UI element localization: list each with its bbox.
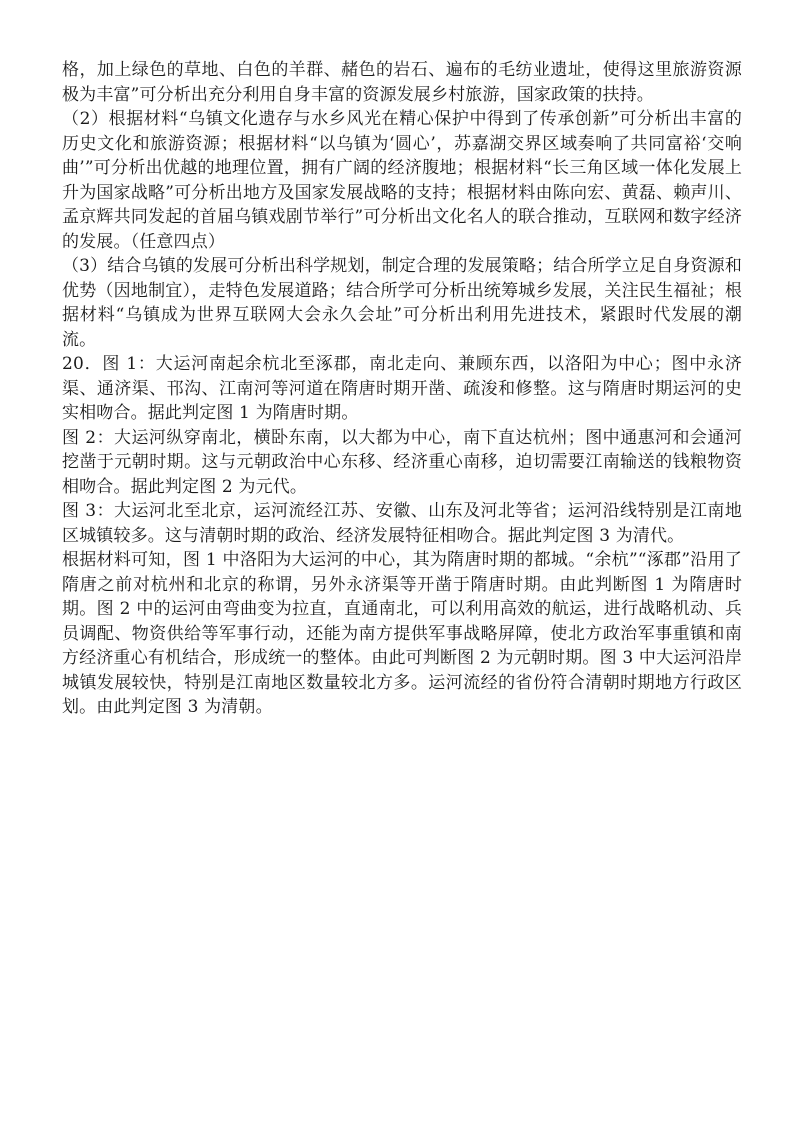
paragraph-figure-3: 图 3：大运河北至北京，运河流经江苏、安徽、山东及河北等省；运河沿线特别是江南地区城镇较多。这与清朝时期的政治、经济发展特征相吻合。据此判定图 3 为清代。 bbox=[62, 501, 742, 546]
paragraph-answer-3: （3）结合乌镇的发展可分析出科学规划，制定合理的发展策略；结合所学立足自身资源和优势（因地制宜），走特色发展道路；结合所学可分析出统筹城乡发展，关注民生福祉；根据材料“乌镇成为世界互联网大会永久会址”可分析出利用先进技术，紧跟时代发展的潮流。 bbox=[62, 256, 742, 350]
paragraph-answer-2: （2）根据材料“乌镇文化遗存与水乡风光在精心保护中得到了传承创新”可分析出丰富的历史文化和旅游资源；根据材料“以乌镇为‘圆心’，苏嘉湖交界区域奏响了共同富裕‘交响曲’”可分析出优越的地理位置，拥有广阔的经济腹地；根据材料“长三角区域一体化发展上升为国家战略”可分析出地方及国家发展战略的支持；根据材料由陈向宏、黄磊、赖声川、孟京辉共同发起的首届乌镇戏剧节举行”可分析出文化名人的联合推动，互联网和数字经济的发展。（任意四点） bbox=[62, 109, 742, 252]
paragraph-question-20-figure-1: 20．图 1：大运河南起余杭北至涿郡，南北走向、兼顾东西，以洛阳为中心；图中永济渠、通济渠、邗沟、江南河等河道在隋唐时期开凿、疏浚和修整。这与隋唐时期运河的史实相吻合。据此判定图 1 为隋唐时期。 bbox=[62, 354, 742, 423]
paragraph-analysis: 根据材料可知，图 1 中洛阳为大运河的中心，其为隋唐时期的都城。“余杭”“涿郡”沿用了隋唐之前对杭州和北京的称谓，另外永济渠等开凿于隋唐时期。由此判断图 1 为隋唐时期。图 2 中的运河由弯曲变为拉直，直通南北，可以利用高效的航运，进行战略机动、兵员调配、物资供给等军事行动，还能为南方提供军事战略屏障，使北方政治军事重镇和南方经济重心有机结合，形成统一的整体。由此可判断图 2 为元朝时期。图 3 中大运河沿岸城镇发展较快，特别是江南地区数量较北方多。运河流经的省份符合清朝时期地方行政区划。由此判定图 3 为清朝。 bbox=[62, 550, 742, 717]
answer-text-body bbox=[62, 58, 742, 720]
paragraph-continuation: 格，加上绿色的草地、白色的羊群、赭色的岩石、遍布的毛纺业遗址，使得这里旅游资源极为丰富”可分析出充分利用自身丰富的资源发展乡村旅游，国家政策的扶持。 bbox=[62, 60, 742, 105]
paragraph-figure-2: 图 2：大运河纵穿南北，横卧东南，以大都为中心，南下直达杭州；图中通惠河和会通河挖凿于元朝时期。这与元朝政治中心东移、经济重心南移，迫切需要江南输送的钱粮物资相吻合。据此判定图 2 为元代。 bbox=[62, 427, 742, 497]
